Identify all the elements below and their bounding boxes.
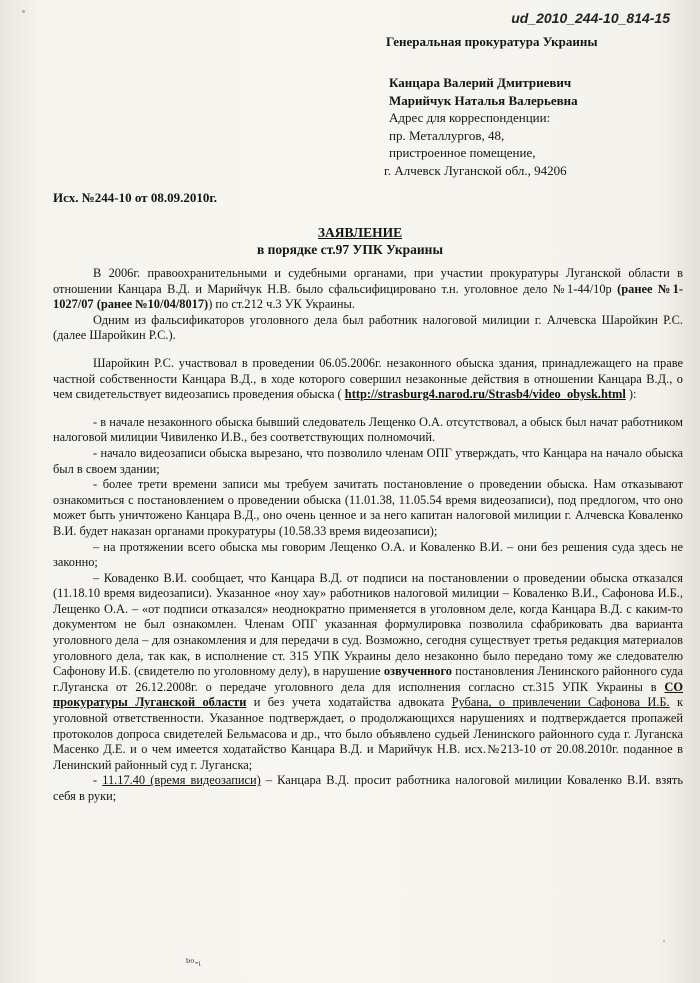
recipient-header: [386, 34, 686, 50]
paragraph-9: [53, 773, 683, 804]
title-line-2: в порядке ст.97 УПК Украины: [256, 242, 443, 257]
p1-text-c: ) по ст.212 ч.3 УК Украины.: [208, 297, 355, 312]
recipient-name: Генеральная прокуратура Украины: [386, 34, 598, 49]
document-reference-id: ud_2010_244-10_814-15: [511, 10, 670, 26]
address-city: г. Алчевск Луганской обл., 94206: [384, 162, 567, 178]
p8-text-a: – Коваденко В.И. сообщает, что Канцара В.Д. от подписи на постановлении о проведении обыска отказался (11.18.10 время видеозаписи). Указанное «ноу хау» работников налоговой милиции – Коваленко В.И., Сафонова И.Б., Лещенко О.А. – «от подписи отказался» неоднократно применяется в уголовном деле, когда Канцара В.Д. с каким-то документом не был ознакомлен. Членам ОПГ указанная формулировка позволила сфабриковать два варианта уголовного дела – для ознакомления и для передачи в суд. Возможно, сегодня существует третья редакция материалов уголовного дела, так как, в исполнение ст. 315 УПК Украины дело незаконно было передано тому же следователю Сафонову И.Б. (свидетелю по уголовному делу), в нарушение: [53, 570, 683, 679]
address-street: пр. Металлургов, 48,: [389, 127, 505, 143]
title-line-1: ЗАЯВЛЕНИЕ: [317, 225, 403, 240]
paragraph-1: [53, 266, 683, 313]
video-link[interactable]: http://strasburg4.narod.ru/Strasb4/video_obysk.html: [344, 387, 626, 402]
p8-text-c: постановления Ленинского районного суда г.Луганска от 26.12.2008г. о передаче уголовного дела для исполнения согласно ст.315 УПК Украины в: [53, 664, 684, 694]
paragraph-8: [53, 571, 683, 774]
paragraph-4: - в начале незаконного обыска бывший следователь Лещенко О.А. отсутствовал, а обыск был начат работником налоговой милиции Чивиленко И.В., без соответствующих полномочий.: [53, 414, 683, 445]
sender-name-1: Канцара Валерий Дмитриевич: [389, 75, 572, 90]
paragraph-3: [53, 356, 683, 403]
paragraph-2: Одним из фальсификаторов уголовного дела был работник налоговой милиции г. Алчевска Шаройкин Р.С. (далее Шаройкин Р.С.).: [53, 312, 683, 343]
paragraph-6: - более трети времени записи мы требуем зачитать постановление о проведении обыска. Нам отказывают ознакомиться с постановлением о проведении обыска (11.01.38, 11.05.54 время видеозаписи), под предлогом, что оно может быть уничтожено Канцара В.Д., оно очень ценное и за него капитан налоговой милиции г. Алчевска Коваленко В.И. будет наказан органами прокуратуры (10.58.33 время видеозаписи);: [53, 477, 683, 538]
scan-speck: [663, 940, 665, 942]
p1-case-numbers: (ранее №1-1027/07 (ранее №10/04/8017): [53, 281, 683, 312]
p8-voiced: озвученного: [383, 664, 452, 679]
p9-timestamp: 11.17.40 (время видеозаписи): [102, 773, 261, 788]
p9-text-c: – Канцара В.Д. просит работника налоговой милиции Коваленко В.И. взять себя в руки;: [53, 773, 683, 803]
paragraph-5: - начало видеозаписи обыска вырезано, что позволило членам ОПГ утверждать, что Канцара на начало обыска был в своем здании;: [53, 445, 683, 476]
p1-text-a: В 2006г. правоохранительными и судебными органами, при участии прокуратуры Луганской области в отношении Канцара В.Д. и Марийчук Н.В. было сфальсифицировано т.н. уголовное дело №1-44/10р: [53, 266, 683, 296]
p3-text-a: Шаройкин Р.С. участвовал в проведении 06.05.2006г. незаконного обыска здания, принадлежащего на праве частной собственности Канцара В.Д., в ходе которого совершил незаконные действия в отношении Канцара В.Д., о чем свидетельствует видеозапись проведения обыска (: [53, 355, 683, 402]
document-title: [0, 224, 700, 258]
handwritten-signature: ᵇᵒ-ᵢ: [185, 955, 202, 970]
p9-dash: -: [93, 773, 103, 788]
address-label: Адрес для корреспонденции:: [389, 110, 551, 125]
p8-text-g: к уголовной ответственности. Указанное подтверждает, о продолжающихся нарушениях и подтверждается пропажей протоколов допроса свидетелей Бельмасова и др., что было объявлено судьей Ленинского районного суда г. Луганска Масенко Д.Е. и о чем имеется ходатайство Канцара В.Д. и Марийчук Н.В. исх.№213-10 от 20.08.2010г. поданное в Ленинский районный суд г. Луганска;: [53, 695, 683, 772]
p8-text-e: и без учета ходатайства адвоката: [246, 695, 452, 710]
sender-address-block: [384, 75, 578, 179]
p3-text-c: ):: [625, 387, 637, 402]
p8-prosecutor-office: СО прокуратуры Луганской области: [53, 679, 683, 710]
p8-lawyer-request: Рубана, о привлечении Сафонова И.Б.: [451, 695, 670, 710]
address-premises: пристроенное помещение,: [389, 145, 536, 160]
sender-name-2: Марийчук Наталья Валерьевна: [389, 92, 578, 108]
outgoing-number: Исх. №244-10 от 08.09.2010г.: [53, 190, 218, 205]
statement-body: [53, 266, 683, 805]
paragraph-7: – на протяжении всего обыска мы говорим Лещенко О.А. и Коваленко В.И. – они без решения суда здесь не законно;: [53, 539, 683, 570]
scan-speck: [22, 10, 25, 13]
